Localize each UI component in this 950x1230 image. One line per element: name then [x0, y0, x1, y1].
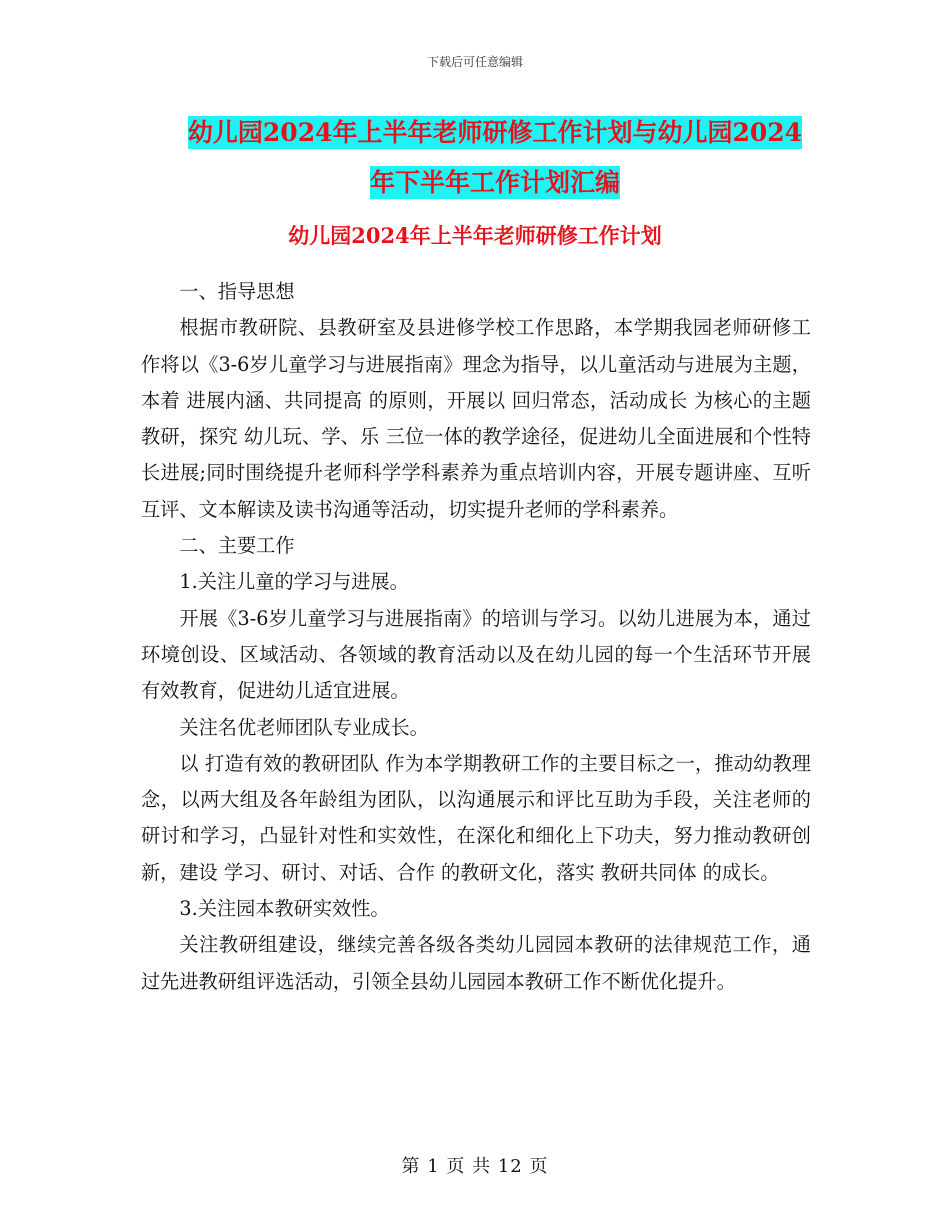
section-title: 幼儿园2024年上半年老师研修工作计划: [288, 223, 662, 248]
heading-guiding-ideology: 一、指导思想: [179, 280, 295, 303]
document-body: [141, 274, 811, 1000]
subheading: 1.关注儿童的学习与进展。: [179, 570, 409, 594]
header-note: 下载后可任意编辑: [426, 55, 523, 69]
title-line-1: 幼儿园2024年上半年老师研修工作计划与幼儿园2024: [187, 118, 803, 147]
paragraph: 以 打造有效的教研团队 作为本学期教研工作的主要目标之一，推动幼教理念，以两大组及各年龄组为团队，以沟通展示和评比互助为手段，关注老师的研讨和学习，凸显针对性和实效性，在深化和细化上下功夫，努力推动教研创新，建设 学习、研讨、对话、合作 的教研文化，落实 教研共同体 的成长。: [141, 751, 811, 884]
document-title: [140, 108, 850, 208]
subheading: 关注名优老师团队专业成长。: [179, 715, 429, 739]
heading-main-work: 二、主要工作: [179, 534, 295, 558]
paragraph: 关注教研组建设，继续完善各级各类幼儿园园本教研的法律规范工作，通过先进教研组评选活动，引领全县幼儿园园本教研工作不断优化提升。: [141, 933, 811, 993]
subheading: 3.关注园本教研实效性。: [179, 897, 390, 921]
paragraph: 开展《3-6岁儿童学习与进展指南》的培训与学习。以幼儿进展为本，通过环境创设、区域活动、各领域的教育活动以及在幼儿园的每一个生活环节开展有效教育，促进幼儿适宜进展。: [141, 606, 811, 703]
title-line-2: 年下半年工作计划汇编: [369, 168, 620, 197]
page-footer: 第 1 页 共 12 页: [401, 1156, 549, 1177]
paragraph: 根据市教研院、县教研室及县进修学校工作思路，本学期我园老师研修工作将以《3-6岁儿童学习与进展指南》理念为指导，以儿童活动与进展为主题，本着 进展内涵、共同提高 的原则，开展以 回归常态，活动成长 为核心的主题教研，探究 幼儿玩、学、乐 三位一体的教学途径，促进幼儿全面进展和个性特长进展;同时围绕提升老师科学学科素养为重点培训内容，开展专题讲座、互听互评、文本解读及读书沟通等活动，切实提升老师的学科素养。: [141, 316, 811, 521]
